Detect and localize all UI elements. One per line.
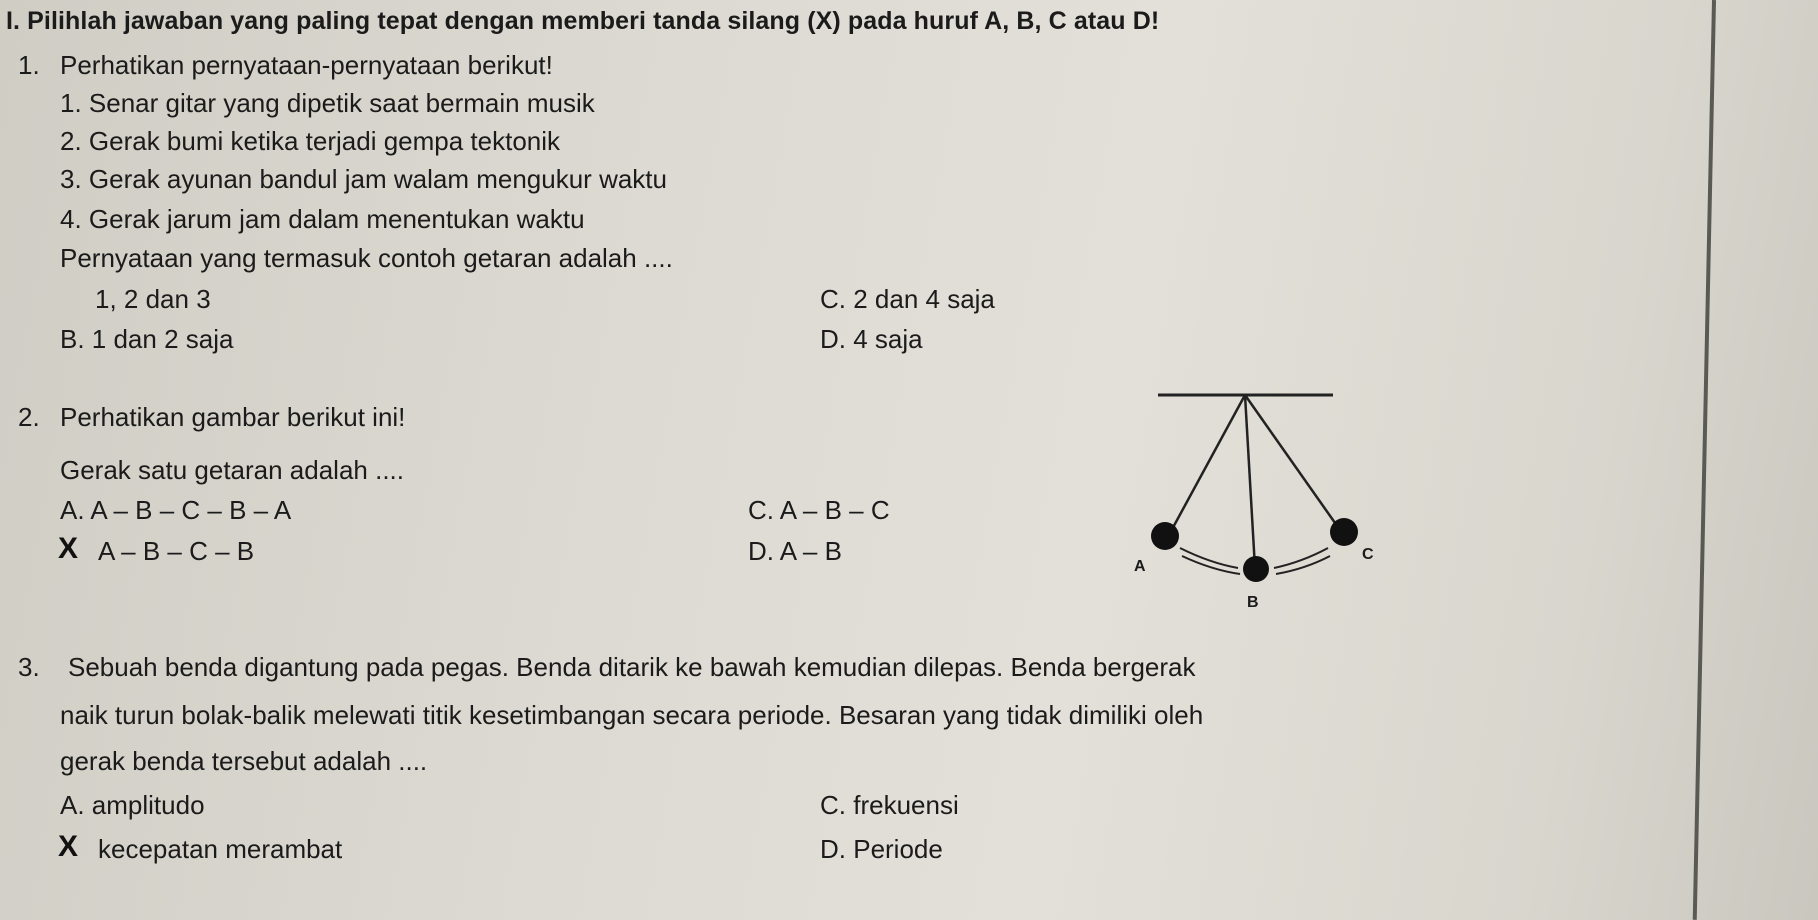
pendulum-label-a: A [1134, 558, 1146, 575]
q1-option-b[interactable]: B. 1 dan 2 saja [60, 324, 234, 354]
q1-statement-2: 2. Gerak bumi ketika terjadi gempa tektonik [60, 126, 561, 156]
q3-option-a[interactable]: A. amplitudo [60, 790, 205, 820]
q3-text-line-3: gerak benda tersebut adalah .... [60, 746, 428, 776]
q2-number: 2. [18, 402, 40, 432]
q1-statement-1: 1. Senar gitar yang dipetik saat bermain musik [60, 88, 595, 118]
q2-option-b[interactable]: A – B – C – B [98, 536, 255, 566]
pendulum-label-c: C [1362, 546, 1374, 563]
q3-option-b[interactable]: kecepatan merambat [98, 834, 343, 864]
section-heading: I. Pilihlah jawaban yang paling tepat dengan memberi tanda silang (X) pada huruf A, B, C atau D! [6, 7, 1160, 35]
swing-arc-right-1 [1274, 548, 1328, 568]
swing-arc-left-2 [1182, 556, 1240, 574]
pendulum-bob-c [1330, 518, 1358, 546]
pendulum-bob-a [1151, 522, 1179, 550]
q3-text-line-2: naik turun bolak-balik melewati titik kesetimbangan secara periode. Besaran yang tidak dimiliki oleh [60, 700, 1204, 730]
q1-statement-4: 4. Gerak jarum jam dalam menentukan waktu [60, 204, 585, 234]
q3-number: 3. [18, 652, 40, 682]
q1-option-d[interactable]: D. 4 saja [820, 324, 923, 354]
pendulum-label-b: B [1247, 594, 1259, 611]
q2-cross-mark: X [58, 532, 79, 565]
q3-option-c[interactable]: C. frekuensi [820, 790, 959, 820]
q1-option-a[interactable]: 1, 2 dan 3 [95, 284, 211, 314]
pendulum-string-left [1170, 395, 1245, 533]
q1-number: 1. [18, 50, 40, 80]
q2-question: Gerak satu getaran adalah .... [60, 455, 404, 485]
pendulum-string-center [1245, 395, 1255, 568]
q2-option-a[interactable]: A. A – B – C – B – A [60, 495, 292, 525]
q2-option-d[interactable]: D. A – B [748, 536, 842, 566]
q3-text-line-1: Sebuah benda digantung pada pegas. Benda ditarik ke bawah kemudian dilepas. Benda bergerak [68, 652, 1196, 682]
pendulum-string-right [1245, 395, 1340, 530]
pendulum-bob-b [1243, 556, 1269, 582]
q2-option-c[interactable]: C. A – B – C [748, 495, 890, 525]
q1-option-c[interactable]: C. 2 dan 4 saja [820, 284, 995, 314]
q1-prompt: Perhatikan pernyataan-pernyataan berikut! [60, 50, 553, 80]
q1-question: Pernyataan yang termasuk contoh getaran adalah .... [60, 243, 673, 273]
q3-option-d[interactable]: D. Periode [820, 834, 943, 864]
q3-cross-mark: X [58, 830, 79, 863]
q2-prompt: Perhatikan gambar berikut ini! [60, 402, 406, 432]
q1-statement-3: 3. Gerak ayunan bandul jam walam mengukur waktu [60, 164, 667, 194]
